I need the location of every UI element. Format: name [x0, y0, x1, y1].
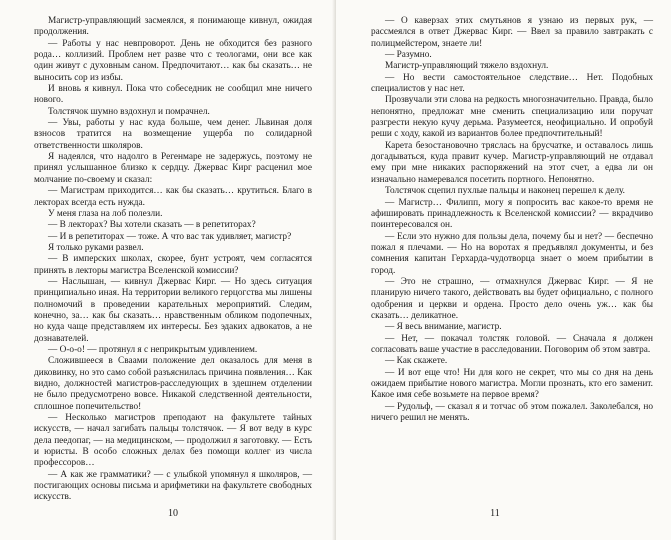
paragraph: — Магистр… Филипп, могу я попросить вас какое-то время не афишировать принадлежность к Вселенской комиссии? — вкрадчиво поинтересовался он.: [371, 197, 653, 231]
paragraph: Прозвучали эти слова на редкость многозначительно. Правда, было непонятно, предложат мне сменить специализацию или поручат разгрести некую кучу дерьма. Разумеется, неофициально. И опробуй реши с ходу, какой из вариантов более предпочтительный!: [371, 95, 653, 140]
left-text-column: [34, 16, 312, 504]
paragraph: Толстячок сцепил пухлые пальцы и наконец перешел к делу.: [385, 186, 626, 197]
paragraph: — Разумно.: [385, 50, 432, 61]
paragraph: — Это не страшно, — отмахнулся Джервас Кирг. — Я не планирую ничего такого, действовать вы будет официально, с полного одобрения и церкви и ордена. Просто дело очень уж… как бы сказать… деликатное.: [371, 276, 653, 321]
paragraph: Магистр-управляющий тяжело вздохнул.: [385, 61, 549, 72]
paragraph: — Как скажете.: [385, 356, 448, 367]
paragraph: — И в репетиторах — тоже. А что вас так удивляет, магистр?: [48, 231, 292, 242]
paragraph: — Магистрам приходится… как бы сказать… крутиться. Благо в лекторах всегда есть нужда.: [34, 186, 312, 208]
paragraph: Карета безостановочно тряслась на брусчатке, и оставалось лишь догадываться, куда правит кучер. Магистр-управляющий не отдавал ему при мне никаких распоряжений на этот счет, а едва ли он изначально намеревался посетить портного. Непонятно.: [371, 140, 653, 185]
paragraph: — А как же грамматики? — с улыбкой упомянул я школяров, — постигающих основы письма и арифметики на факультете свободных искусств.: [34, 469, 312, 503]
page-number: 10: [168, 508, 178, 519]
paragraph: Сложившееся в Сваами положение дел оказалось для меня в диковинку, но это само собой разъяснилась причина появления… Как видно, должностей магистров-расследующих в здешнем отделении не было предусмотрено вовсе. Никакой следственной деятельности, сплошное попечительство!: [34, 356, 312, 412]
right-page: [336, 0, 671, 540]
paragraph: — Нет, — покачал толстяк головой. — Сначала я должен согласовать ваше участие в расследовании. Поговорим об этом завтра.: [371, 333, 653, 355]
right-text-column: [371, 16, 653, 424]
paragraph: — Работы у нас невпроворот. День не обходится без разного рода… коллизий. Проблем нет разве что с теологами, они все как один живут с духовным саном. Предпочитают… как бы сказать… не выносить сор из избы.: [34, 38, 312, 83]
paragraph: — В имперских школах, скорее, бунт устроят, чем согласятся принять в лекторы магистра Вселенской комиссии?: [34, 254, 312, 276]
paragraph: — Наслышан, — кивнул Джервас Кирг. — Но здесь ситуация принципиально иная. На территории великого герцогства мы лишены полномочий в проведении карательных мероприятий. Следим, конечно, за… как бы сказать… нравственным обликом подопечных, но куда чаще представляем их интересы. Без эдаких адвокатов, а не дознавателей.: [34, 276, 312, 344]
paragraph: — Несколько магистров преподают на факультете тайных искусств, — начал загибать пальцы толстячок. — Я вот веду в курс дела пеедопаг, — на медицинском, — продолжил я заготовку. — Есть и юристы. В особо сложных делах без помощи коллег из числа профессоров…: [34, 413, 312, 469]
paragraph: — О каверзах этих смутьянов я узнаю из первых рук, — рассмеялся в ответ Джервас Кирг. — Ввел за правило завтракать с полицмейстером, знаете ли!: [371, 16, 653, 49]
left-page: [0, 0, 335, 540]
paragraph: — Если это нужно для пользы дела, почему бы и нет? — беспечно пожал я плечами. — Но на воротах я предъявлял документы, и без сомнения капитан Герхарда-чудотворца знает о моем прибытии в город.: [371, 231, 653, 276]
paragraph: Толстячок шумно вздохнул и помрачнел.: [48, 106, 210, 117]
paragraph: У меня глаза на лоб полезли.: [48, 208, 163, 219]
paragraph: — Рудольф, — сказал я и тотчас об этом пожалел. Заколебался, но ничего решил не менять.: [371, 401, 653, 424]
paragraph: — В лекторах? Вы хотели сказать — в репетиторах?: [48, 220, 256, 231]
page-number: 11: [490, 508, 500, 519]
paragraph: — Но вести самостоятельное следствие… Нет. Подобных специалистов у нас нет.: [371, 72, 653, 95]
paragraph: — О-о-о! — протянул я с неприкрытым удивлением.: [48, 344, 258, 355]
paragraph: Я надеялся, что надолго в Регенмаре не задержусь, поэтому не принял услышанное близко к сердцу. Джервас Кирг расценил мое молчание по-своему и сказал:: [34, 152, 312, 185]
paragraph: — Я весь внимание, магистр.: [385, 322, 502, 333]
paragraph: И вновь я кивнул. Пока что собеседник не сообщил мне ничего нового.: [34, 84, 312, 106]
paragraph: Я только руками развел.: [48, 242, 144, 253]
paragraph: — Увы, работы у нас куда больше, чем денег. Львиная доля взносов тратится на возмещение ущерба по солидарной ответственности школяров.: [34, 118, 312, 151]
paragraph: Магистр-управляющий засмеялся, я понимающе кивнул, ожидая продолжения.: [34, 16, 312, 38]
paragraph: — И вот еще что! Ни для кого не секрет, что мы со дня на день ожидаем прибытие нового магистра. Могли прознать, кто его заменит. Какое имя себе возьмете на первое время?: [371, 367, 653, 401]
